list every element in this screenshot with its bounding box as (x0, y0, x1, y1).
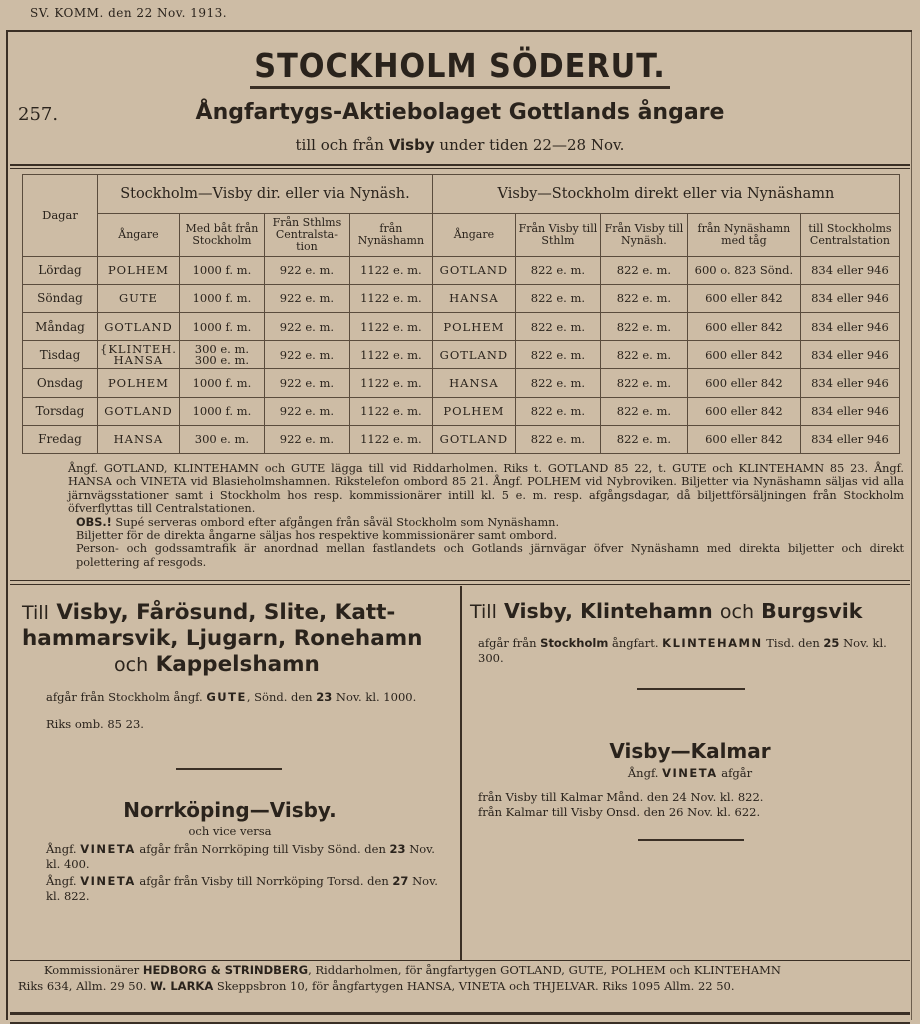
cell-boat-time (179, 341, 264, 369)
cell-central-in: 834 eller 946 (800, 341, 899, 369)
left-dest-line-3 (14, 652, 454, 678)
notes-line-3: Biljetter för de direkta ångarne säljas hos respektive kommissionärer samt ombord. (76, 529, 558, 543)
left-dep-post: Nov. kl. 1000. (335, 690, 417, 704)
cell-ship-in: HANSA (432, 369, 515, 397)
cell-nynas: 1122 e. m. (349, 369, 432, 397)
nv-line-1 (18, 842, 448, 872)
cell-visby-sthlm: 822 e. m. (515, 369, 600, 397)
cell-day: Fredag (23, 425, 98, 453)
cell-subline: HANSA (113, 352, 164, 367)
cell-central-in: 834 eller 946 (800, 369, 899, 397)
left-riks: Riks omb. 85 23. (46, 717, 144, 731)
cell-visby-nynas: 822 e. m. (600, 425, 687, 453)
right-till: Till (470, 601, 497, 623)
nv1-pre: Ångf. (46, 842, 77, 856)
cell-day: Måndag (23, 312, 98, 340)
right-short-rule-2 (638, 839, 744, 841)
nv-title: Norrköping—Visby. (123, 798, 337, 822)
cell-central: 922 e. m. (264, 312, 349, 340)
vk-sub-post: afgår (721, 766, 753, 780)
cell-visby-nynas: 822 e. m. (600, 284, 687, 312)
cell-nynas: 1122 e. m. (349, 256, 432, 284)
nv2-ship: VINETA (80, 874, 136, 888)
title-underline (250, 86, 670, 89)
nv2-text: afgår från Visby till Norrköping Torsd. den (139, 874, 389, 888)
footer-l1-agent: HEDBORG & STRINDBERG (142, 963, 309, 977)
vk-ship: VINETA (662, 766, 718, 780)
right-dep-post: Tisd. den (766, 636, 820, 650)
nv2-pre: Ångf. (46, 874, 77, 888)
table-row (23, 369, 900, 397)
group-inbound: Visby—Stockholm direkt eller via Nynäshamn (432, 175, 899, 214)
table-row (23, 425, 900, 453)
cell-central-in: 834 eller 946 (800, 284, 899, 312)
nv-departures (18, 842, 448, 904)
notes-line-1: Ångf. GOTLAND, KLINTEHAMN och GUTE lägga till vid Riddarholmen. Riks t. GOTLAND 85 22, t. GUTE och KLINTEHAMN 85 23. Ångf. HANSA och VINETA vid Blasieholmshamnen. Rikstelefon ombord 85 21. Ångf. POLHEM vid Nybroviken. Biljetter via Nynäshamn säljas vid alla järnvägsstationer samt i Stockholm hos resp. kommissionärer intill kl. 5 e. m. resp. afgångsdagar, då biljettförsäljningen från Stockholm öfverflyttas till Centralstationen. (68, 462, 904, 516)
cell-nynas: 1122 e. m. (349, 425, 432, 453)
col-nynas: från Nynäshamn (349, 213, 432, 256)
cell-boat-time: 1000 f. m. (179, 284, 264, 312)
col-train: från Nynäshamn med tåg (687, 213, 800, 256)
cell-visby-sthlm: 822 e. m. (515, 284, 600, 312)
left-och: och (114, 654, 149, 676)
right-dest-a: Visby, Klintehamn (504, 599, 713, 623)
cell-visby-sthlm: 822 e. m. (515, 256, 600, 284)
col-days: Dagar (23, 175, 98, 257)
timetable (22, 174, 900, 454)
nv-line-2 (18, 874, 448, 904)
cell-ship-out: POLHEM (98, 256, 180, 284)
col-ship-out: Ångare (98, 213, 180, 256)
cell-subline: 300 e. m. (194, 352, 250, 367)
cell-visby-nynas: 822 e. m. (600, 369, 687, 397)
cell-ship-in: POLHEM (432, 397, 515, 425)
right-dep-pre: afgår från (478, 636, 537, 650)
subtitle-pre: till och från (295, 136, 384, 154)
column-divider (460, 586, 462, 960)
notes-obs (20, 516, 904, 529)
cell-visby-sthlm: 822 e. m. (515, 341, 600, 369)
subtitle-visby: Visby (388, 136, 435, 154)
col-visby-sthlm: Från Visby till Sthlm (515, 213, 600, 256)
right-short-rule (637, 688, 745, 690)
table-sub-header (23, 213, 900, 256)
left-dep-mid: , Sönd. den (246, 690, 313, 704)
cell-nynas: 1122 e. m. (349, 397, 432, 425)
col-central: Från Sthlms Centralsta-tion (264, 213, 349, 256)
cell-subline: {KLINTEH. (100, 341, 177, 356)
cell-ship-out: POLHEM (98, 369, 180, 397)
route-number: 257. (18, 104, 59, 125)
footer-line-2 (18, 978, 902, 994)
col-visby-nynas: Från Visby till Nynäsh. (600, 213, 687, 256)
vk-line-2: från Kalmar till Visby Onsd. den 26 Nov. kl. 622. (478, 805, 761, 819)
cell-boat-time: 300 e. m. (179, 425, 264, 453)
table-row (23, 341, 900, 369)
cell-central: 922 e. m. (264, 341, 349, 369)
col-ship-in: Ångare (432, 213, 515, 256)
footer-l1-pre: Kommissionärer (44, 963, 140, 977)
cell-boat-time: 1000 f. m. (179, 312, 264, 340)
right-och: och (719, 601, 754, 623)
cell-visby-nynas: 822 e. m. (600, 397, 687, 425)
cell-nynas: 1122 e. m. (349, 284, 432, 312)
cell-central: 922 e. m. (264, 256, 349, 284)
cell-ship-in: GOTLAND (432, 341, 515, 369)
table-row (23, 256, 900, 284)
table-group-header (23, 175, 900, 214)
cell-visby-sthlm: 822 e. m. (515, 425, 600, 453)
right-dep-city: Stockholm (540, 636, 609, 650)
footer-l2-agent: W. LARKA (150, 979, 214, 993)
left-dest-line-2: hammarsvik, Ljugarn, Ronehamn (22, 626, 423, 651)
right-dep-day: 25 (823, 636, 840, 650)
cell-ship-out (98, 341, 180, 369)
left-dep-line-1 (18, 690, 448, 705)
company-subtitle (0, 136, 920, 154)
cell-train: 600 eller 842 (687, 369, 800, 397)
cell-central-in: 834 eller 946 (800, 312, 899, 340)
vk-subtitle (470, 766, 910, 781)
obs-label: OBS.! (76, 515, 112, 529)
cell-day: Tisdag (23, 341, 98, 369)
cell-day: Söndag (23, 284, 98, 312)
cell-ship-out: GOTLAND (98, 312, 180, 340)
col-boat-time: Med båt från Stockholm (179, 213, 264, 256)
left-departure (18, 690, 448, 732)
left-dest-line-1 (14, 600, 454, 626)
cell-visby-nynas: 822 e. m. (600, 312, 687, 340)
left-dep-day: 23 (316, 690, 333, 704)
vk-title: Visby—Kalmar (609, 739, 771, 763)
cell-day: Lördag (23, 256, 98, 284)
right-destinations (470, 598, 910, 625)
cell-train: 600 eller 842 (687, 341, 800, 369)
cell-visby-sthlm: 822 e. m. (515, 397, 600, 425)
cell-day: Onsdag (23, 369, 98, 397)
footer-l1-post: , Riddarholmen, för ångfartygen GOTLAND, GUTE, POLHEM och KLINTEHAMN (308, 963, 781, 977)
cell-nynas: 1122 e. m. (349, 312, 432, 340)
right-dest-b: Burgsvik (761, 599, 863, 623)
left-dest-3: Kappelshamn (155, 652, 320, 677)
obs-text: Supé serveras ombord efter afgången från såväl Stockholm som Nynäshamn. (115, 515, 560, 529)
cell-train: 600 eller 842 (687, 284, 800, 312)
footer-top-rule (10, 960, 910, 961)
col-central-in: till Stockholms Centralstation (800, 213, 899, 256)
table-body (23, 256, 900, 454)
cell-ship-out: GOTLAND (98, 397, 180, 425)
footer-l2-post: Skeppsbron 10, för ångfartygen HANSA, VINETA och THJELVAR. Riks 1095 Allm. 22 50. (216, 979, 735, 993)
cell-ship-in: POLHEM (432, 312, 515, 340)
cell-train: 600 eller 842 (687, 397, 800, 425)
left-short-rule (176, 768, 282, 770)
cell-ship-in: GOTLAND (432, 425, 515, 453)
table-top-rule-thin (10, 168, 910, 169)
cell-ship-out: GUTE (98, 284, 180, 312)
cell-central: 922 e. m. (264, 425, 349, 453)
cell-central: 922 e. m. (264, 369, 349, 397)
cell-ship-in: GOTLAND (432, 256, 515, 284)
notes-line-4: Person- och godssamtrafik är anordnad mellan fastlandets och Gotlands järnvägar öfver Nynäshamn med direkta biljetter och direkt polettering af resgods. (76, 542, 904, 569)
left-dep-pre: afgår från Stockholm ångf. (46, 690, 203, 704)
cell-ship-out: HANSA (98, 425, 180, 453)
right-dep-ship: KLINTEHAMN (662, 636, 763, 650)
footer (18, 962, 902, 994)
newspaper-header: SV. KOMM. den 22 Nov. 1913. (30, 6, 228, 20)
notes-bottom-rule-2 (10, 584, 910, 585)
left-till: Till (22, 602, 49, 624)
nv1-time: Nov. kl. 400. (46, 842, 435, 871)
table-top-rule (10, 164, 910, 166)
main-title: STOCKHOLM SÖDERUT. (254, 46, 666, 85)
cell-train: 600 eller 842 (687, 425, 800, 453)
left-dep-ship: GUTE (206, 690, 247, 704)
left-dest-1: Visby, Fårösund, Slite, Katt- (56, 600, 396, 625)
footer-line-1 (18, 962, 902, 978)
vk-line-1: från Visby till Kalmar Månd. den 24 Nov. kl. 822. (478, 790, 764, 804)
nv1-ship: VINETA (80, 842, 136, 856)
cell-nynas: 1122 e. m. (349, 341, 432, 369)
nv1-text: afgår från Norrköping till Visby Sönd. den (139, 842, 386, 856)
nv2-time: Nov. kl. 822. (46, 874, 438, 903)
right-departure (478, 636, 903, 666)
cell-visby-nynas: 822 e. m. (600, 256, 687, 284)
cell-ship-in: HANSA (432, 284, 515, 312)
nv-subtitle: och vice versa (188, 824, 272, 838)
cell-central-in: 834 eller 946 (800, 256, 899, 284)
cell-central-in: 834 eller 946 (800, 397, 899, 425)
cell-visby-nynas: 822 e. m. (600, 341, 687, 369)
cell-central-in: 834 eller 946 (800, 425, 899, 453)
table-row (23, 397, 900, 425)
cell-train: 600 o. 823 Sönd. (687, 256, 800, 284)
notes-block (20, 462, 904, 569)
group-outbound: Stockholm—Visby dir. eller via Nynäsh. (98, 175, 433, 214)
company-name: Ångfartygs-Aktiebolaget Gottlands ångare (195, 100, 725, 125)
left-destinations (14, 600, 454, 678)
vk-lines (478, 790, 903, 820)
vk-sub-pre: Ångf. (627, 766, 659, 780)
cell-subline: 300 e. m. (194, 341, 250, 356)
notes-bottom-rule (10, 580, 910, 581)
cell-train: 600 eller 842 (687, 312, 800, 340)
cell-boat-time: 1000 f. m. (179, 369, 264, 397)
nv2-day: 27 (392, 874, 409, 888)
cell-central: 922 e. m. (264, 397, 349, 425)
bottom-rules (10, 1012, 910, 1024)
cell-boat-time: 1000 f. m. (179, 256, 264, 284)
cell-boat-time: 1000 f. m. (179, 397, 264, 425)
cell-visby-sthlm: 822 e. m. (515, 312, 600, 340)
table-row (23, 312, 900, 340)
cell-central: 922 e. m. (264, 284, 349, 312)
nv1-day: 23 (389, 842, 406, 856)
footer-l2-pre: Riks 634, Allm. 29 50. (18, 979, 147, 993)
subtitle-post: under tiden 22—28 Nov. (439, 136, 625, 154)
right-dep-time: Nov. kl. 300. (478, 636, 887, 665)
table-row (23, 284, 900, 312)
cell-day: Torsdag (23, 397, 98, 425)
top-rule (6, 30, 912, 32)
right-dep-mid: ångfart. (611, 636, 659, 650)
